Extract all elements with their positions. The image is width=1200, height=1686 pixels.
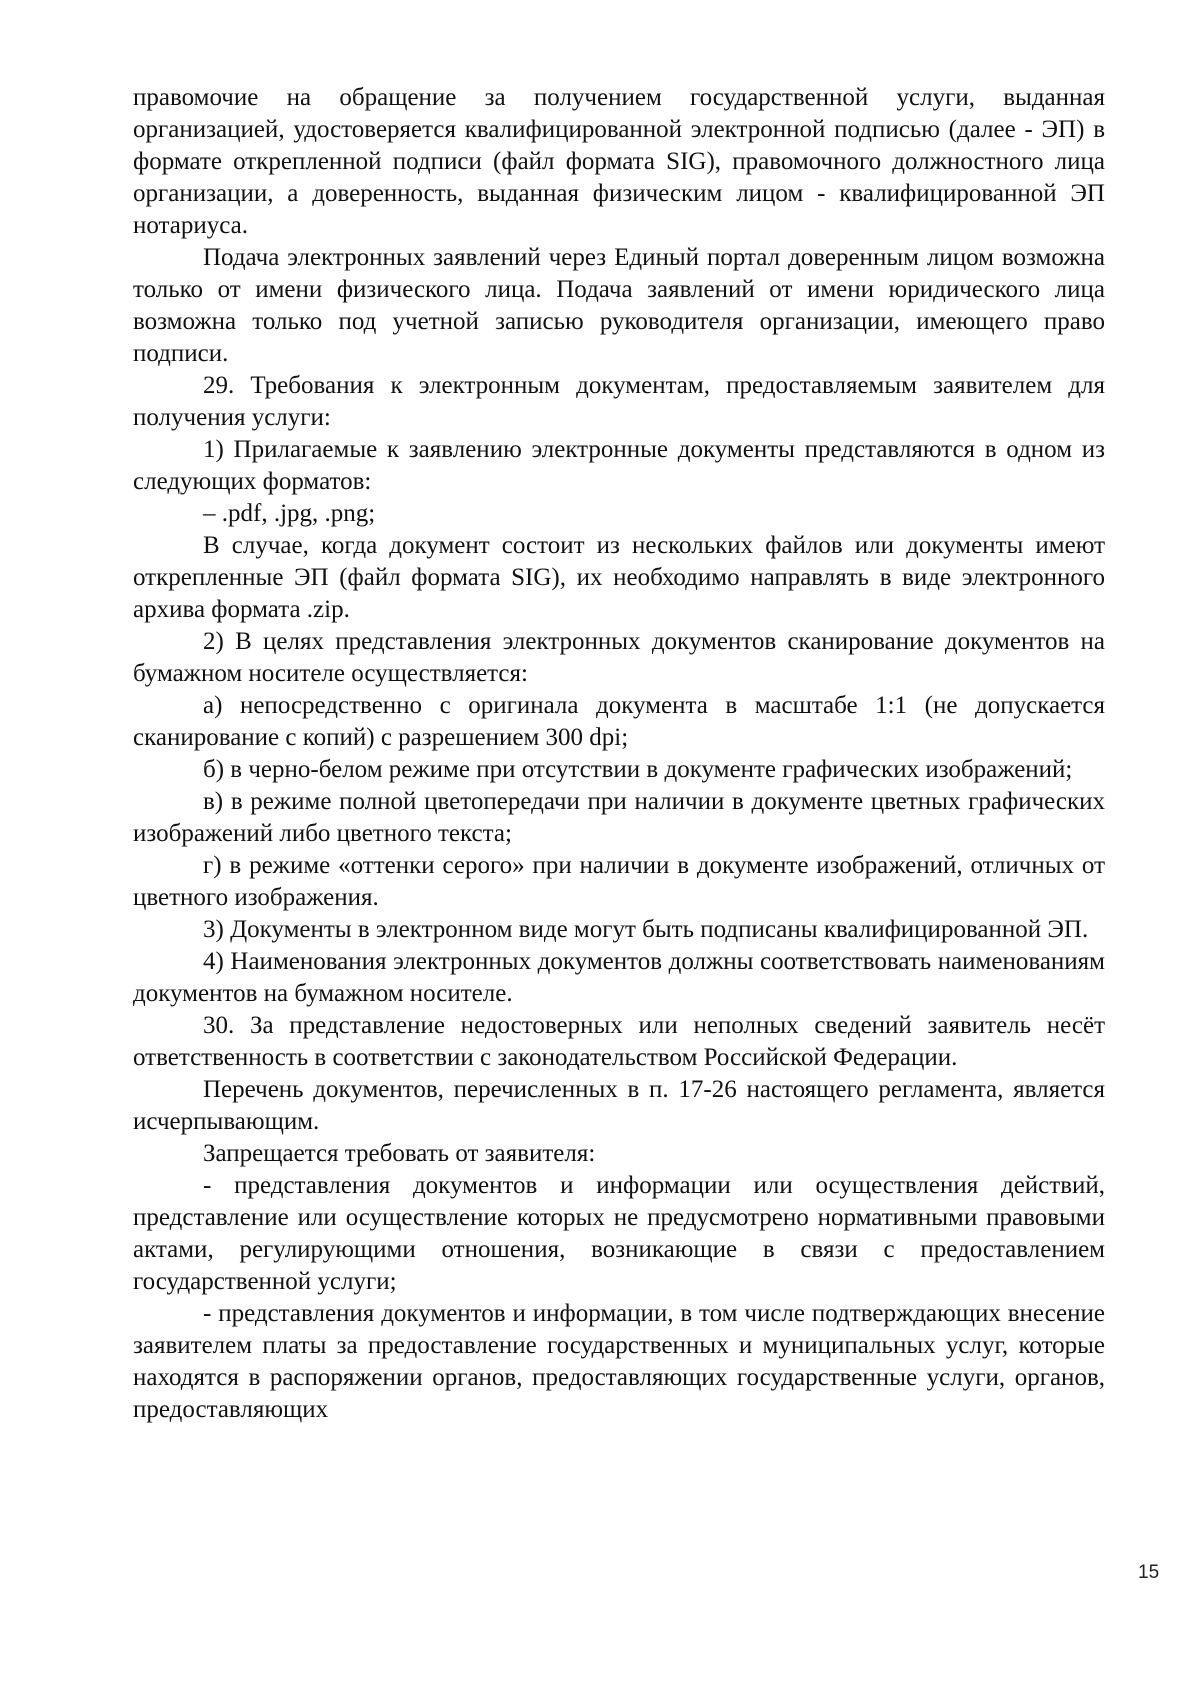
list-item: – .pdf, .jpg, .png; (203, 500, 376, 527)
list-item: б) в черно-белом режиме при отсутствии в документе графических изображений; (203, 756, 1073, 783)
list-item: а) непосредственно с оригинала документа в масштабе 1:1 (не допускается сканирование с копий) с разрешением 300 dpi; (133, 692, 1105, 751)
list-item: 4) Наименования электронных документов должны соответствовать наименованиям документов на бумажном носителе. (133, 948, 1105, 1007)
list-item: 3) Документы в электронном виде могут быть подписаны квалифицированной ЭП. (203, 916, 1089, 943)
list-item: - представления документов и информации или осуществления действий, представление или осуществление которых не предусмотрено нормативными правовыми актами, регулирующими отношения, возникающие в связи с предоставлением государственной услуги; (133, 1172, 1105, 1295)
list-item: 1) Прилагаемые к заявлению электронные документы представляются в одном из следующих форматов: (133, 436, 1105, 495)
paragraph: Запрещается требовать от заявителя: (203, 1140, 596, 1167)
list-item: г) в режиме «оттенки серого» при наличии в документе изображений, отличных от цветного изображения. (133, 852, 1105, 911)
page-number: 15 (1138, 1562, 1160, 1583)
list-item: 2) В целях представления электронных документов сканирование документов на бумажном носителе осуществляется: (133, 628, 1105, 687)
paragraph: Подача электронных заявлений через Единый портал доверенным лицом возможна только от имени физического лица. Подача заявлений от имени юридического лица возможна только под учетной записью руководителя организации, имеющего право подписи. (133, 244, 1105, 367)
list-item: в) в режиме полной цветопередачи при наличии в документе цветных графических изображений либо цветного текста; (133, 788, 1105, 847)
paragraph: В случае, когда документ состоит из нескольких файлов или документы имеют открепленные ЭП (файл формата SIG), их необходимо направлять в виде электронного архива формата .zip. (133, 532, 1105, 623)
paragraph: 30. За представление недостоверных или неполных сведений заявитель несёт ответственность в соответствии с законодательством Российской Федерации. (133, 1012, 1105, 1071)
paragraph: Перечень документов, перечисленных в п. 17-26 настоящего регламента, является исчерпывающим. (133, 1076, 1105, 1135)
paragraph: правомочие на обращение за получением государственной услуги, выданная организацией, удостоверяется квалифицированной электронной подписью (далее - ЭП) в формате открепленной подписи (файл формата SIG), правомочного должностного лица организации, а доверенность, выданная физическим лицом - квалифицированной ЭП нотариуса. (133, 84, 1105, 239)
list-item: - представления документов и информации, в том числе подтверждающих внесение заявителем платы за предоставление государственных и муниципальных услуг, которые находятся в распоряжении органов, предоставляющих государственные услуги, органов, предоставляющих (133, 1300, 1105, 1423)
paragraph: 29. Требования к электронным документам, предоставляемым заявителем для получения услуги: (133, 372, 1105, 431)
document-body (133, 82, 1105, 1426)
